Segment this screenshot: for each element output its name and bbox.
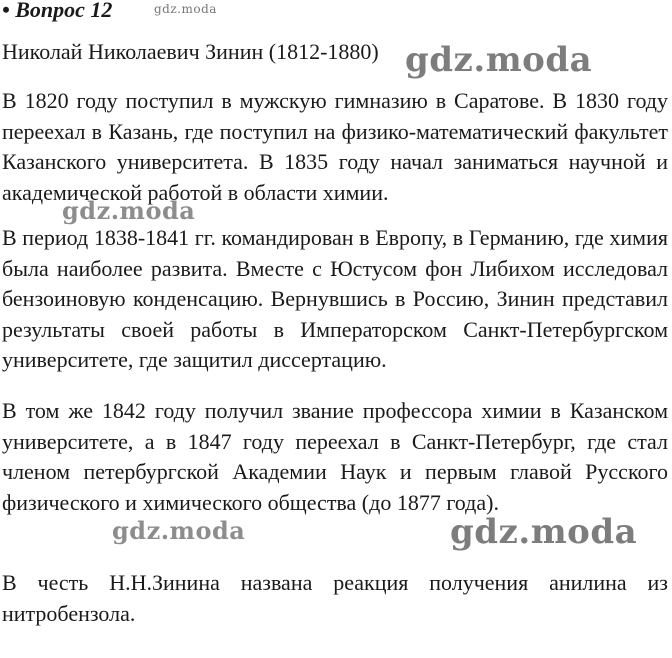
scientist-name-line: Николай Николаевич Зинин (1812-1880) (2, 39, 379, 64)
paragraph-education: В 1820 году поступил в мужскую гимназию в Саратове. В 1830 году переехал в Казань, где поступил на физико-математический факультет Казанского университета. В 1835 году начал заниматься научной и академической работой в области химии. (2, 88, 668, 205)
paragraph-reaction: В честь Н.Н.Зинина названа реакция получения анилина из нитробензола. (2, 570, 668, 626)
question-heading: • Вопрос 12 (2, 0, 113, 22)
watermark-large-lower-right: gdz.moda (450, 512, 638, 552)
paragraph-europe: В период 1838-1841 гг. командирован в Европу, в Германию, где химия была наиболее развита. Вместе с Юстусом фон Либихом исследовал бензоиновую конденсацию. Вернувшись в Россию, Зинин представил результаты своей работы в Императорском Санкт-Петербургском университете, где защитил диссертацию. (2, 225, 668, 372)
watermark-small-top: gdz.moda (154, 2, 217, 16)
watermark-large-top-right: gdz.moda (405, 40, 593, 80)
paragraph-professorship: В том же 1842 году получил звание профессора химии в Казанском университете, а в 1847 году переехал в Санкт-Петербург, где стал членом петербургской Академии Наук и первым главой Русского физического и химического общества (до 1877 года). (2, 398, 668, 515)
watermark-mid-left: gdz.moda (62, 196, 196, 225)
watermark-mid-lower-left: gdz.moda (112, 516, 246, 545)
